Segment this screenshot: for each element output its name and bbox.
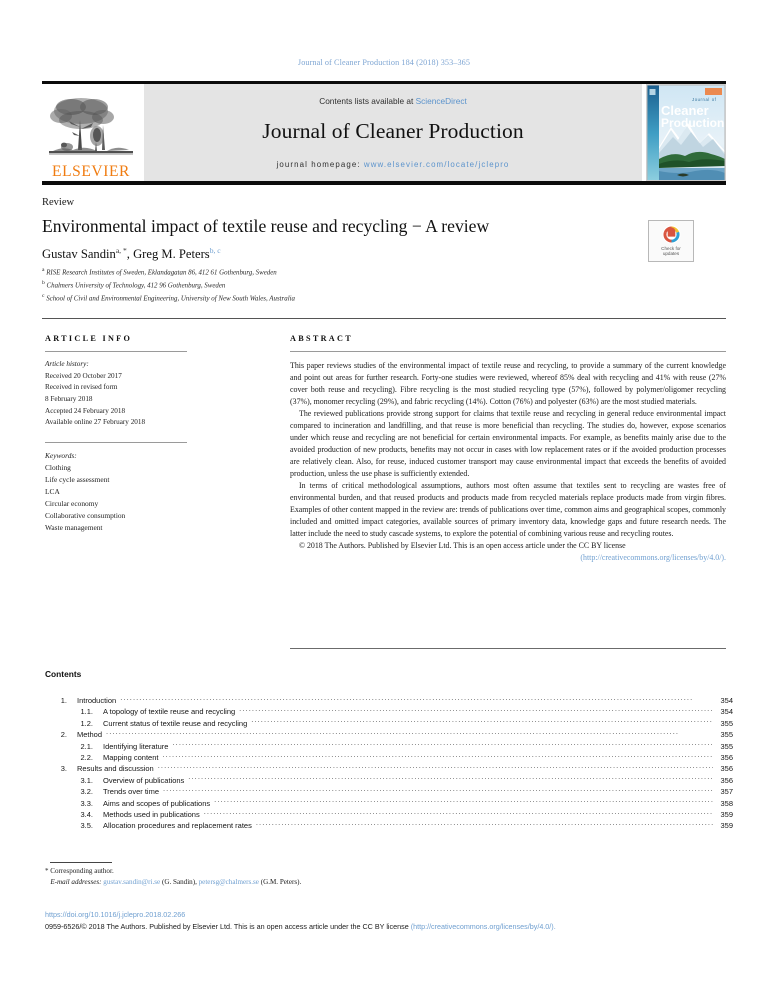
list-item[interactable] bbox=[45, 786, 733, 797]
elsevier-logo bbox=[42, 84, 140, 181]
sciencedirect-link[interactable]: ScienceDirect bbox=[415, 95, 467, 106]
toc-leader bbox=[188, 776, 713, 783]
elsevier-tree-icon bbox=[47, 94, 135, 164]
abstract-rule bbox=[290, 351, 726, 352]
contents-lists-prefix: Contents lists available at bbox=[319, 95, 416, 106]
abstract-block bbox=[290, 334, 726, 564]
toc-number: 1.2. bbox=[80, 718, 93, 728]
keywords-label: Keywords: bbox=[45, 450, 77, 460]
affiliation-mark: c bbox=[42, 293, 45, 299]
toc-label[interactable]: A topology of textile reuse and recycling bbox=[103, 707, 236, 717]
journal-cover-thumbnail bbox=[646, 84, 726, 181]
list-item[interactable] bbox=[45, 729, 733, 740]
email-owner-1: (G. Sandin), bbox=[161, 878, 197, 887]
toc-page: 356 bbox=[720, 764, 733, 774]
article-info-block bbox=[45, 334, 230, 534]
toc-label[interactable]: Method bbox=[77, 730, 103, 740]
toc-number: 1. bbox=[60, 696, 67, 705]
article-history-item: Available online 27 February 2018 bbox=[45, 418, 146, 427]
author-marks-2: b, c bbox=[209, 246, 221, 255]
affiliation-item bbox=[42, 266, 642, 279]
email-link-2[interactable]: petersg@chalmers.se bbox=[198, 878, 259, 887]
journal-band bbox=[144, 84, 642, 181]
contents-heading: Contents bbox=[45, 669, 82, 679]
article-history-item: Received 20 October 2017 bbox=[45, 371, 122, 380]
abstract-paragraph: The reviewed publications provide strong support for claims that textile reuse and recycling in general reduce environmental impact compared to incineration and landfilling, and that reuse is more beneficial than recycling. The studies do, however, expose scenarios under which reuse and recycling are not beneficial for certain environmental impacts. For example, as benefits mainly arise due to the avoided production of new products, benefits may not occur in cases with low replacement rates or if the avoided production processes are relatively clean. Also, for reuse, induced customer transport may cause environmental impact that exceeds the benefits of avoided production, unless the use phase is sufficiently extended. bbox=[290, 409, 726, 479]
affiliation-list bbox=[42, 266, 642, 305]
affiliation-mark: b bbox=[42, 280, 45, 286]
abstract-paragraph: In terms of critical methodological assumptions, authors most often assume that textiles sent to recycling are wastes free of environmental burden, and that reused products and products made from recycled materials replace products made from virgin fibres. Examples of other content mapped in the review are: trends of publications over time, common aims and geographical scopes, commonly included and omitted impact categories, available sources of primary inventory data, knowledge gaps and future research needs. The latter include the need to study cascade systems, to explore the potential of combining various reuse and recycling routes. bbox=[290, 481, 726, 539]
author-name-2[interactable]: Greg M. Peters bbox=[133, 247, 210, 262]
crossmark-label-line1: Check for bbox=[661, 245, 681, 251]
toc-label[interactable]: Overview of publications bbox=[103, 775, 185, 785]
article-history-item: Received in revised form bbox=[45, 383, 118, 392]
list-item[interactable] bbox=[45, 706, 733, 717]
toc-page: 359 bbox=[720, 821, 733, 831]
keyword-item: Circular economy bbox=[45, 498, 99, 508]
list-item[interactable] bbox=[45, 775, 733, 786]
abstract-copyright bbox=[290, 540, 726, 552]
list-item[interactable] bbox=[45, 695, 733, 706]
page-title: Environmental impact of textile reuse and recycling − A review bbox=[42, 216, 490, 236]
footer-copyright-text: 0959-6526/© 2018 The Authors. Published by Elsevier Ltd. This is an open access article under the CC BY license bbox=[45, 922, 411, 931]
email-link-1[interactable]: gustav.sandin@ri.se bbox=[103, 878, 161, 887]
toc-label[interactable]: Trends over time bbox=[103, 787, 159, 797]
toc-page: 356 bbox=[720, 752, 733, 762]
abstract-paragraph: This paper reviews studies of the environmental impact of textile reuse and recycling, to provide a summary of the current knowledge and point out areas for further research. Forty-one studies were reviewed, whereof 85% deal with recycling and 41% with reuse (27% cover both reuse and recycling). Fibre recycling is the most studied recycling type (57%), followed by polymer/oligomer recycling (37%), monomer recycling (29%), and fabric recycling (14%). Cotton (76%) and polyester (63%) are the most studied materials. bbox=[290, 361, 726, 407]
contents-lists-line bbox=[319, 96, 467, 106]
article-info-rule bbox=[45, 351, 187, 352]
corresponding-author-mark: * bbox=[45, 867, 49, 875]
toc-number: 2.2. bbox=[80, 752, 93, 762]
list-item[interactable] bbox=[45, 741, 733, 752]
affiliation-item bbox=[42, 279, 642, 292]
toc-page: 358 bbox=[720, 798, 733, 808]
keywords-block bbox=[45, 450, 230, 534]
crossmark-check-for-updates-icon bbox=[662, 225, 681, 244]
author-marks-1: a, * bbox=[115, 246, 127, 255]
toc-page: 355 bbox=[720, 730, 733, 740]
crossmark-label bbox=[661, 246, 681, 257]
toc-leader bbox=[204, 810, 713, 817]
svg-text:Cleaner: Cleaner bbox=[661, 103, 709, 118]
article-history-label: Article history: bbox=[45, 360, 89, 368]
toc-page: 355 bbox=[720, 718, 733, 728]
list-item[interactable] bbox=[45, 820, 733, 831]
crossmark-badge[interactable] bbox=[648, 220, 694, 262]
toc-label[interactable]: Current status of textile reuse and recycling bbox=[103, 718, 248, 728]
affiliation-text: Chalmers University of Technology, 412 96 Gothenburg, Sweden bbox=[46, 282, 226, 290]
keyword-item: Life cycle assessment bbox=[45, 474, 110, 484]
journal-homepage-line bbox=[277, 160, 510, 169]
toc-number: 3.4. bbox=[80, 809, 93, 819]
footer-license-link[interactable]: (http://creativecommons.org/licenses/by/4.0/). bbox=[410, 922, 556, 931]
journal-title: Journal of Cleaner Production bbox=[262, 118, 524, 143]
toc-label[interactable]: Mapping content bbox=[103, 752, 159, 762]
keyword-item: Collaborative consumption bbox=[45, 510, 126, 520]
abstract-copyright-text: © 2018 The Authors. Published by Elsevier Ltd. This is an open access article under the CC BY license bbox=[299, 541, 626, 551]
abstract-heading: ABSTRACT bbox=[290, 334, 353, 343]
list-item[interactable] bbox=[45, 752, 733, 763]
toc-number: 1.1. bbox=[80, 707, 93, 717]
toc-page: 354 bbox=[720, 696, 733, 705]
toc-leader bbox=[106, 730, 713, 737]
table-of-contents bbox=[45, 695, 733, 832]
toc-number: 3.5. bbox=[80, 821, 93, 831]
svg-text:Journal of: Journal of bbox=[692, 97, 717, 102]
keywords-rule bbox=[45, 442, 187, 443]
email-owner-2: (G.M. Peters). bbox=[260, 878, 302, 887]
doi-link[interactable]: https://doi.org/10.1016/j.jclepro.2018.02.266 bbox=[45, 910, 186, 919]
toc-leader bbox=[214, 799, 713, 806]
toc-leader bbox=[163, 787, 713, 794]
toc-label[interactable]: Allocation procedures and replacement rates bbox=[103, 821, 252, 831]
footnote-block bbox=[45, 866, 375, 889]
affiliation-item bbox=[42, 292, 642, 305]
list-item[interactable] bbox=[45, 763, 733, 774]
author-list: Gustav Sandin$^{a, *}$, Greg M. Peters$^{b, c}$ bbox=[42, 246, 221, 262]
toc-leader bbox=[120, 696, 713, 703]
svg-text:Production: Production bbox=[661, 116, 725, 130]
toc-page: 355 bbox=[720, 741, 733, 751]
footer-copyright bbox=[45, 922, 735, 931]
toc-number: 2. bbox=[60, 730, 67, 740]
toc-page: 357 bbox=[720, 787, 733, 797]
toc-number: 3.3. bbox=[80, 798, 93, 808]
toc-page: 354 bbox=[720, 707, 733, 717]
toc-leader bbox=[162, 753, 713, 760]
article-info-heading: ARTICLE INFO bbox=[45, 334, 133, 343]
toc-page: 356 bbox=[720, 775, 733, 785]
homepage-url-link[interactable]: www.elsevier.com/locate/jclepro bbox=[363, 159, 510, 169]
article-type-label: Review bbox=[42, 197, 75, 208]
article-history bbox=[45, 359, 230, 429]
toc-label[interactable]: Results and discussion bbox=[77, 764, 154, 774]
toc-leader bbox=[239, 707, 713, 714]
article-history-item: 8 February 2018 bbox=[45, 394, 93, 403]
corresponding-author-note: Corresponding author. bbox=[50, 867, 114, 875]
toc-label[interactable]: Introduction bbox=[77, 696, 117, 705]
footnote-rule bbox=[50, 862, 112, 863]
cc-license-link[interactable]: (http://creativecommons.org/licenses/by/4.0/). bbox=[580, 553, 726, 563]
article-history-item: Accepted 24 February 2018 bbox=[45, 406, 126, 415]
journal-masthead bbox=[42, 84, 726, 181]
affiliation-text: RISE Research Institutes of Sweden, Eklandagatan 86, 412 61 Gothenburg, Sweden bbox=[46, 269, 277, 277]
abstract-license-line bbox=[290, 552, 726, 564]
masthead-bottom-rule bbox=[42, 181, 726, 185]
keyword-item: LCA bbox=[45, 486, 60, 496]
keyword-item: Waste management bbox=[45, 522, 103, 532]
toc-label[interactable]: Methods used in publications bbox=[103, 809, 200, 819]
cover-artwork-icon bbox=[647, 85, 725, 181]
email-addresses-label: E-mail addresses: bbox=[50, 878, 102, 887]
keyword-item: Clothing bbox=[45, 462, 71, 472]
toc-leader bbox=[172, 742, 713, 749]
toc-label[interactable]: Identifying literature bbox=[103, 741, 169, 751]
toc-leader bbox=[256, 821, 713, 828]
list-item[interactable] bbox=[45, 718, 733, 729]
abstract-bottom-rule bbox=[290, 648, 726, 649]
toc-number: 2.1. bbox=[80, 741, 93, 751]
toc-label[interactable]: Aims and scopes of publications bbox=[103, 798, 211, 808]
toc-leader bbox=[251, 719, 713, 726]
toc-leader bbox=[158, 764, 713, 771]
info-abstract-top-rule bbox=[42, 318, 726, 319]
toc-number: 3.2. bbox=[80, 787, 93, 797]
elsevier-wordmark: ELSEVIER bbox=[52, 162, 130, 180]
toc-page: 359 bbox=[720, 809, 733, 819]
author-name-1[interactable]: Gustav Sandin bbox=[42, 247, 116, 262]
toc-number: 3. bbox=[60, 764, 67, 774]
affiliation-text: School of Civil and Environmental Engineering, University of New South Wales, Australia bbox=[46, 295, 295, 303]
toc-number: 3.1. bbox=[80, 775, 93, 785]
running-head: Journal of Cleaner Production 184 (2018) 353–365 bbox=[297, 58, 471, 67]
homepage-prefix: journal homepage: bbox=[276, 159, 364, 169]
list-item[interactable] bbox=[45, 809, 733, 820]
crossmark-label-line2: updates bbox=[662, 251, 680, 257]
affiliation-mark: a bbox=[42, 267, 45, 273]
list-item[interactable] bbox=[45, 798, 733, 809]
